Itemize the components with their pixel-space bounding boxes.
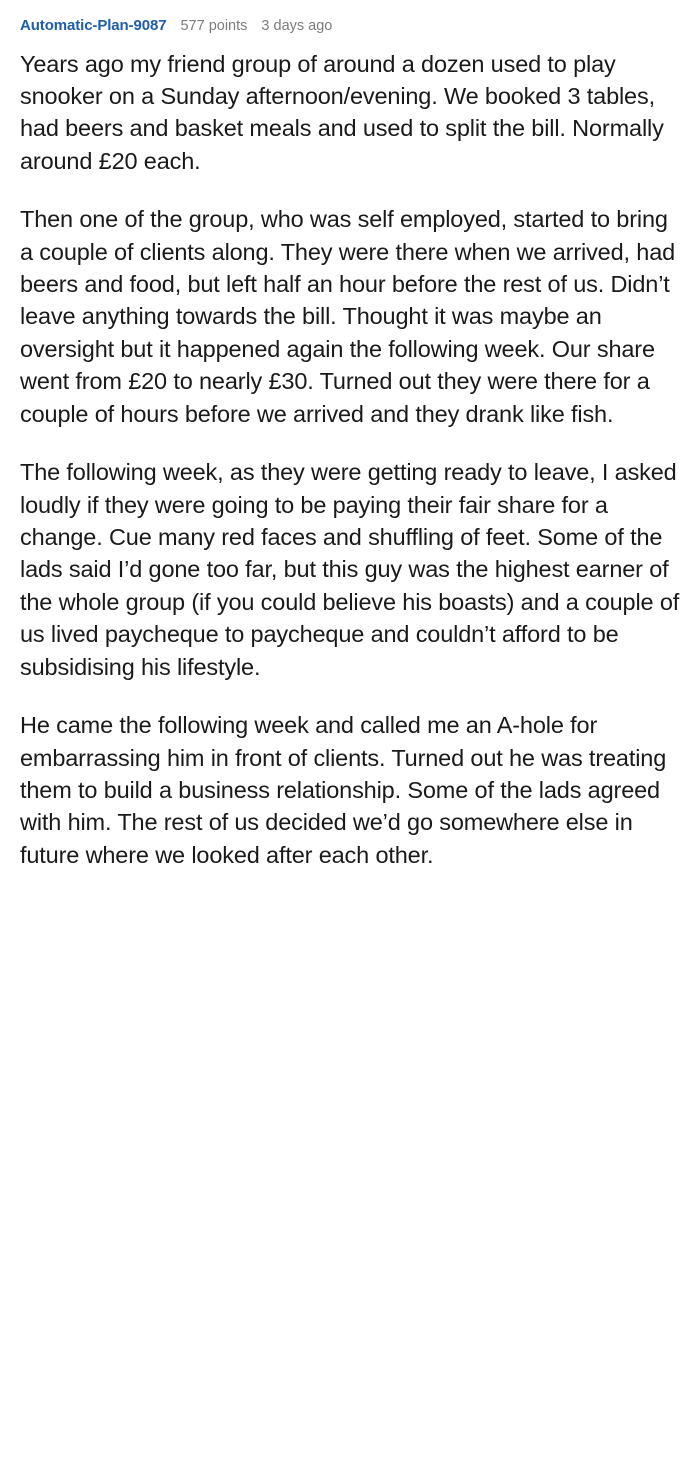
comment-paragraph: Then one of the group, who was self employed, started to bring a couple of clients along. They were there when we arrived, had beers and food, but left half an hour before the rest of us. Didn’t leave anything towards the bill. Thought it was maybe an oversight but it happened again the following week. Our share went from £20 to nearly £30. Turned out they were there for a couple of hours before we arrived and they drank like fish.: [20, 206, 676, 427]
comment-meta: [20, 18, 680, 34]
comment-paragraph: He came the following week and called me an A-hole for embarrassing him in front of clients. Turned out he was treating them to build a business relationship. Some of the lads agreed with him. The rest of us decided we’d go somewhere else in future where we looked after each other.: [20, 712, 667, 868]
comment-author-link[interactable]: Automatic-Plan-9087: [20, 17, 167, 34]
comment-paragraph: Years ago my friend group of around a dozen used to play snooker on a Sunday afternoon/evening. We booked 3 tables, had beers and basket meals and used to split the bill. Normally around £20 each.: [20, 50, 664, 174]
comment-timestamp: 3 days ago: [261, 18, 333, 34]
comment-points: 577 points: [180, 18, 248, 34]
comment-paragraph: The following week, as they were getting ready to leave, I asked loudly if they were going to be paying their fair share for a change. Cue many red faces and shuffling of feet. Some of the lads said I’d gone too far, but this guy was the highest earner of the whole group (if you could believe his boasts) and a couple of us lived paycheque to paycheque and couldn’t afford to be subsidising his lifestyle.: [20, 459, 680, 680]
comment-body: [20, 48, 680, 872]
